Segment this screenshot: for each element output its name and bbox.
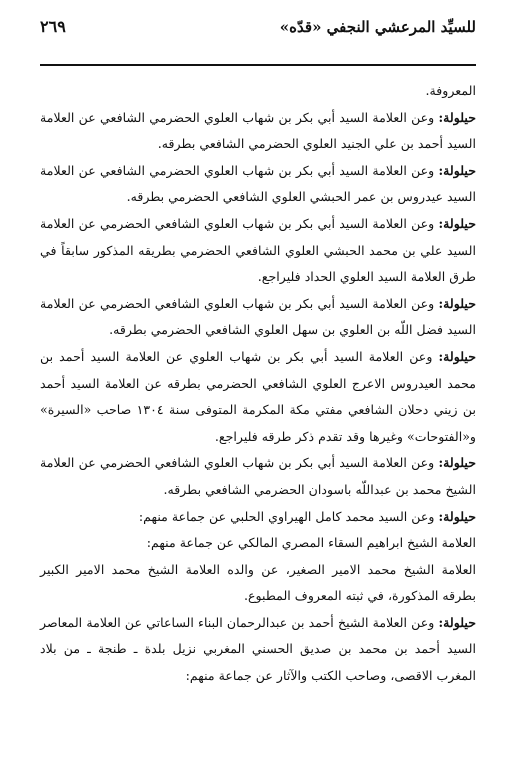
paragraph [40,530,476,557]
paragraph [40,450,476,503]
paragraph-text: وعن العلامة السيد أبي بكر بن شهاب العلوي الشافعي الحضرمي عن العلامة السيد علي بن محمد الحبشي العلوي الشافعي الحضرمي بطريقه المذكور سابقاً في طرق العلامة السيد العلوي الحداد فليراجع. [40,215,476,285]
paragraph-keyword: حيلولة: [438,348,476,364]
paragraph-keyword: حيلولة: [438,295,476,311]
paragraph-text: وعن العلامة السيد أبي بكر بن شهاب العلوي الشافعي الحضرمي عن العلامة السيد فضل اللّه بن العلوي بن سهل العلوي الشافعي الحضرمي بطرقه. [40,295,476,338]
paragraph-text: وعن العلامة السيد أبي بكر بن شهاب العلوي الحضرمي الشافعي عن العلامة السيد عيدروس بن عمر الحبشي العلوي الشافعي الحضرمي بطرقه. [40,162,476,205]
paragraph [40,610,476,690]
paragraph [40,504,476,531]
paragraph [40,78,476,105]
paragraph-text: وعن السيد محمد كامل الهيراوي الحلبي عن جماعة منهم: [138,508,439,524]
paragraph-keyword: حيلولة: [438,614,476,630]
paragraph-text: وعن العلامة السيد أبي بكر بن شهاب العلوي الحضرمي الشافعي عن العلامة السيد أحمد بن علي الجنيد العلوي الحضرمي الشافعي بطرقه. [40,109,476,152]
paragraph-keyword: حيلولة: [438,162,476,178]
paragraph-keyword: حيلولة: [438,215,476,231]
paragraph-text: العلامة الشيخ محمد الامير الصغير، عن والده العلامة الشيخ محمد الامير الكبير بطرقه المذكورة، في ثبته المعروف المطبوع. [40,561,476,604]
paragraph-keyword: حيلولة: [438,508,476,524]
paragraph-keyword: حيلولة: [438,455,476,471]
paragraph-text: المعروفة. [425,83,476,98]
paragraph [40,211,476,291]
header-rule [40,64,476,66]
paragraph-keyword: حيلولة: [438,109,476,125]
paragraph [40,344,476,450]
paragraph [40,105,476,158]
paragraph [40,158,476,211]
running-header [40,16,476,40]
paragraph-text: وعن العلامة السيد أبي بكر بن شهاب العلوي عن العلامة السيد أحمد بن محمد العيدروس الاعرج العلوي الشافعي الحضرمي بطرقه عن العلامة السيد أحمد بن زيني دحلان الشافعي مفتي مكة المكرمة المتوفى سنة ١٣٠٤ صاحب «السيرة» و«الفتوحات» وغيرها وقد تقدم ذكر طرقه فليراجع. [40,348,476,444]
paragraph-text: العلامة الشيخ ابراهيم السقاء المصري المالكي عن جماعة منهم: [146,535,476,551]
paragraph-text: وعن العلامة الشيخ أحمد بن عبدالرحمان البناء الساعاتي عن العلامة المعاصر السيد أحمد بن محمد بن صديق الحسني المغربي نزيل بلدة ـ طنجة ـ من بلاد المغرب الاقصى، وصاحب الكتب والآثار عن جماعة منهم: [40,614,476,684]
page-body [40,78,476,690]
paragraph [40,291,476,344]
paragraph [40,557,476,610]
paragraph-text: وعن العلامة السيد أبي بكر بن شهاب العلوي الشافعي الحضرمي عن العلامة الشيخ محمد بن عبداللّه باسودان الحضرمي الشافعي بطرقه. [40,455,476,497]
running-title: للسيِّد المرعشي النجفي «قدّه» [279,18,476,36]
page-number: ٢٦٩ [40,17,66,36]
